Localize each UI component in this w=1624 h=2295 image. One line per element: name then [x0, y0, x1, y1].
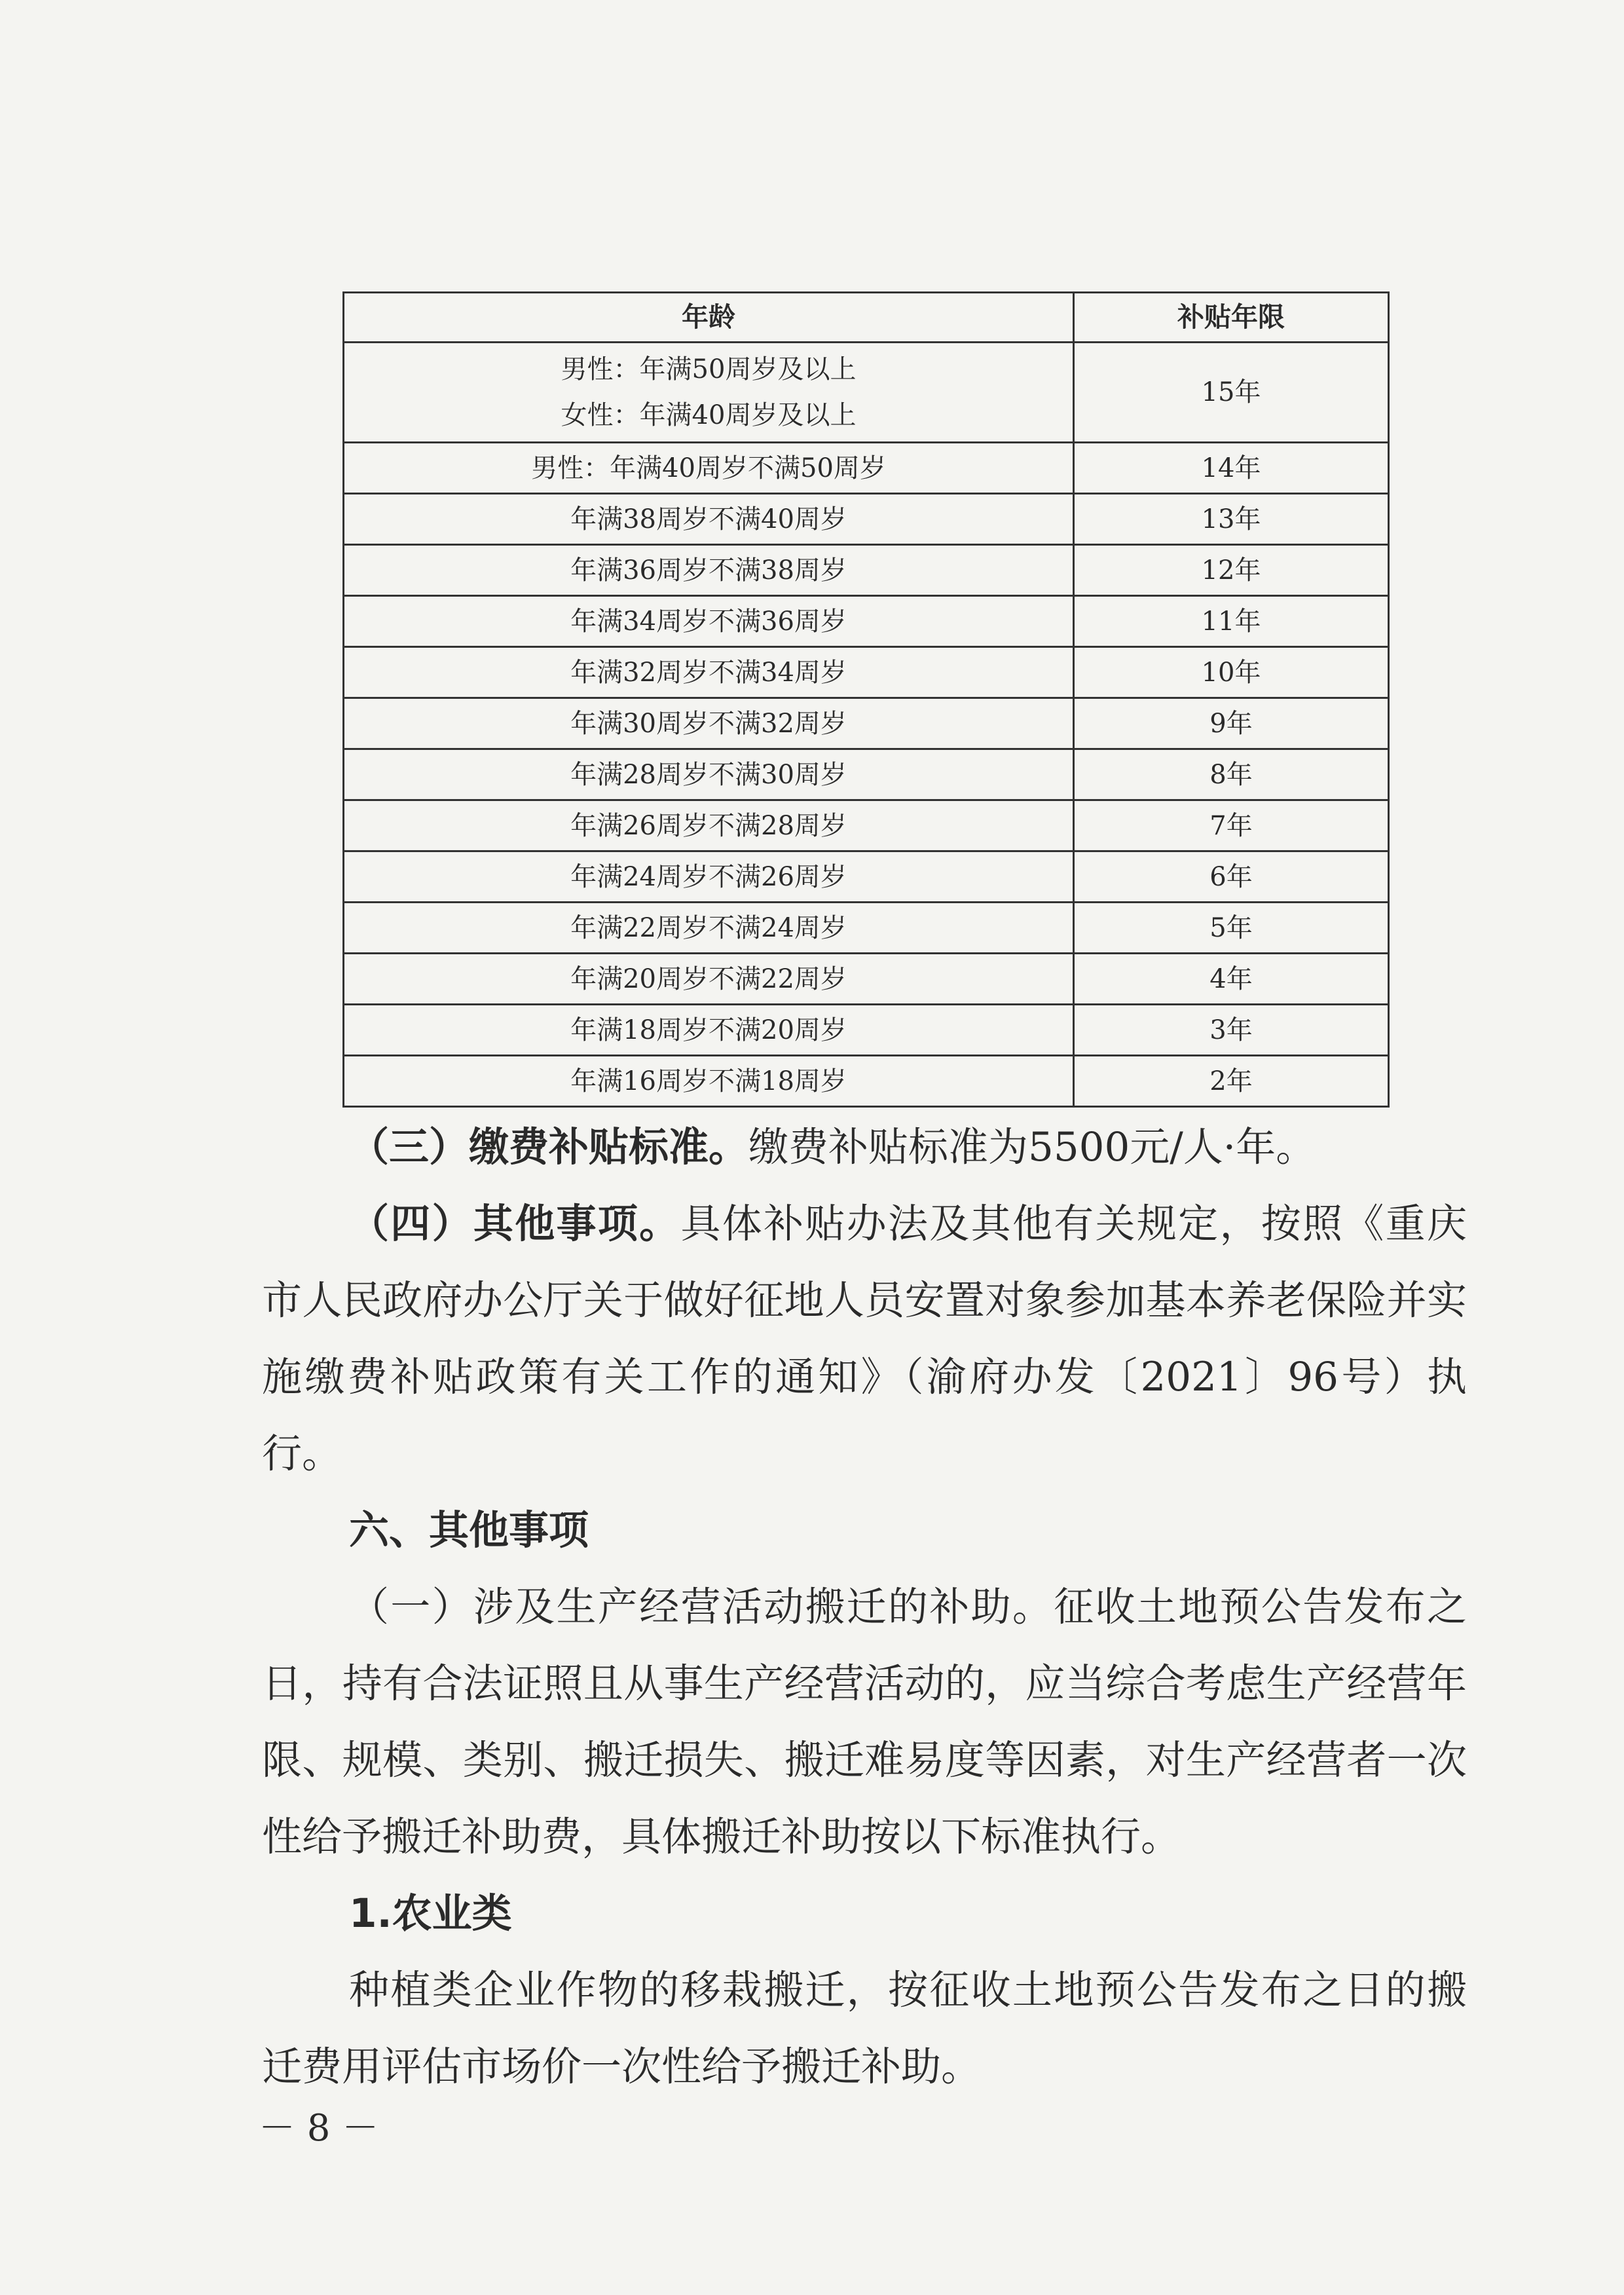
age-line: 年满28周岁不满30周岁 — [570, 759, 847, 790]
table-row — [344, 647, 1389, 698]
table-row — [344, 954, 1389, 1005]
years-cell: 6年 — [1074, 851, 1389, 903]
table-row — [344, 596, 1389, 647]
paragraph-label: （四）其他事项。 — [349, 1201, 681, 1247]
age-line: 年满22周岁不满24周岁 — [570, 912, 847, 943]
table-row — [344, 545, 1389, 596]
paragraph-payment-standard — [262, 1109, 1467, 1185]
age-cell — [344, 545, 1074, 596]
table-row — [344, 800, 1389, 851]
table-row — [344, 1005, 1389, 1056]
age-cell — [344, 647, 1074, 698]
paragraph-agriculture: 种植类企业作物的移栽搬迁，按征收土地预公告发布之日的搬迁费用评估市场价一次性给予搬迁补助。 — [262, 1967, 1467, 2090]
table-row — [344, 749, 1389, 800]
years-cell: 13年 — [1074, 494, 1389, 545]
table-row — [344, 698, 1389, 749]
page-number: － 8 － — [259, 2107, 379, 2150]
years-cell: 14年 — [1074, 443, 1389, 494]
header-age: 年龄 — [344, 293, 1074, 343]
table-row — [344, 343, 1389, 443]
years-cell: 15年 — [1074, 343, 1389, 443]
age-line: 年满34周岁不满36周岁 — [570, 606, 847, 637]
subsidy-years-table — [342, 291, 1390, 1108]
body-text — [262, 1109, 1467, 2105]
table-row — [344, 443, 1389, 494]
age-line: 年满26周岁不满28周岁 — [570, 810, 847, 841]
age-line: 男性：年满40周岁不满50周岁 — [531, 453, 886, 483]
years-cell: 5年 — [1074, 903, 1389, 954]
age-line: 年满30周岁不满32周岁 — [570, 708, 847, 739]
age-cell — [344, 596, 1074, 647]
age-cell — [344, 1056, 1074, 1107]
age-line: 女性：年满40周岁及以上 — [561, 400, 857, 430]
age-cell — [344, 749, 1074, 800]
age-cell — [344, 851, 1074, 903]
table-row — [344, 903, 1389, 954]
age-line: 年满36周岁不满38周岁 — [570, 555, 847, 586]
age-cell — [344, 698, 1074, 749]
paragraph-text: 缴费补贴标准为5500元/人·年。 — [748, 1124, 1316, 1170]
paragraph-label: （三）缴费补贴标准。 — [349, 1124, 749, 1170]
years-cell: 8年 — [1074, 749, 1389, 800]
paragraph-relocation-subsidy: （一）涉及生产经营活动搬迁的补助。征收土地预公告发布之日，持有合法证照且从事生产经营活动的，应当综合考虑生产经营年限、规模、类别、搬迁损失、搬迁难易度等因素，对生产经营者一次性给予搬迁补助费，具体搬迁补助按以下标准执行。 — [262, 1584, 1467, 1860]
subsection-heading: 1.农业类 — [349, 1890, 512, 1937]
years-cell: 10年 — [1074, 647, 1389, 698]
table-row — [344, 1056, 1389, 1107]
age-cell — [344, 903, 1074, 954]
age-line: 年满18周岁不满20周岁 — [570, 1015, 847, 1045]
age-cell — [344, 494, 1074, 545]
age-line: 男性：年满50周岁及以上 — [561, 354, 857, 384]
age-line: 年满32周岁不满34周岁 — [570, 657, 847, 688]
table-header-row — [344, 293, 1389, 343]
age-cell — [344, 954, 1074, 1005]
age-cell — [344, 343, 1074, 443]
years-cell: 2年 — [1074, 1056, 1389, 1107]
header-subsidy-years: 补贴年限 — [1074, 293, 1389, 343]
paragraph-text: 具体补贴办法及其他有关规定，按照《重庆市人民政府办公厅关于做好征地人员安置对象参加基本养老保险并实施缴费补贴政策有关工作的通知》（渝府办发〔2021〕96号）执行。 — [262, 1201, 1467, 1477]
years-cell: 11年 — [1074, 596, 1389, 647]
years-cell: 7年 — [1074, 800, 1389, 851]
years-cell: 3年 — [1074, 1005, 1389, 1056]
age-line: 年满16周岁不满18周岁 — [570, 1066, 847, 1096]
table-row — [344, 494, 1389, 545]
table-row — [344, 851, 1389, 903]
paragraph-other-matters — [262, 1185, 1467, 1492]
section-heading: 六、其他事项 — [349, 1507, 589, 1554]
years-cell: 4年 — [1074, 954, 1389, 1005]
age-cell — [344, 443, 1074, 494]
years-cell: 12年 — [1074, 545, 1389, 596]
age-cell — [344, 800, 1074, 851]
age-line: 年满20周岁不满22周岁 — [570, 963, 847, 994]
table-body — [344, 343, 1389, 1107]
years-cell: 9年 — [1074, 698, 1389, 749]
age-line: 年满38周岁不满40周岁 — [570, 504, 847, 534]
age-cell — [344, 1005, 1074, 1056]
age-line: 年满24周岁不满26周岁 — [570, 861, 847, 892]
